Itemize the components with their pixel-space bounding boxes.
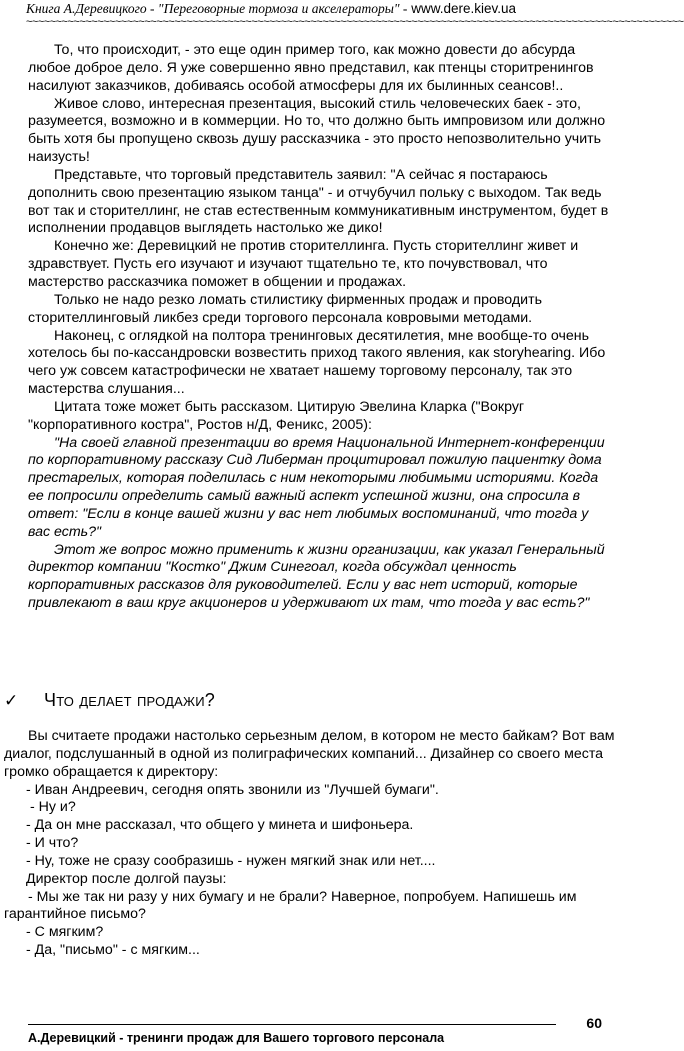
paragraph: Живое слово, интересная презентация, высокий стиль человеческих баек - это, разумеется, возможно и в коммерции. Но то, что должно быть импровизом или должно быть хотя бы пропущено сквозь душу рассказчика - это просто непозволительно учить наизусть! (28, 95, 606, 166)
dialogue-line: - С мягким? (26, 924, 104, 941)
dialogue-line: - И что? (26, 835, 79, 852)
dialogue-line: - Да, "письмо" - с мягким... (26, 942, 200, 959)
header-tilde-rule: ~~~~~~~~~~~~~~~~~~~~~~~~~~~~~~~~~~~~~~~~~~~~~~~~~~~~~~~~~~~~~~~~~~~~~~~~~~~~~~~~~~~~~~~~~~~~~~~~~~~~~~~~~~~~~~~ (26, 16, 684, 28)
paragraph: То, что происходит, - это еще один пример того, как можно довести до абсурда любое доброе дело. Я уже совершенно явно представил, как птенцы сторитренингов насилуют заказчиков, добиваясь особой атмосферы для их былинных сеансов!.. (28, 42, 594, 94)
quote-paragraph: "На своей главной презентации во время Национальной Интернет-конференции по корпоративному рассказу Сид Либерман процитировал пожилую пациентку дома престарелых, которая поделилась с ним некоторыми любимыми историями. Когда ее попросили определить самый важный аспект успешной жизни, она спросила в ответ: "Если в конце вашей жизни у вас нет любимых воспоминаний, что тогда у вас есть?" (28, 434, 605, 540)
narration-line: Директор после долгой паузы: (26, 870, 227, 887)
section-title: Что делает продажи? (44, 690, 215, 710)
paragraph: Только не надо резко ломать стилистику фирменных продаж и проводить сторителлинговый ликбез среди торгового персонала ковровыми методами. (28, 291, 542, 326)
section-intro: Вы считаете продажи настолько серьезным делом, в котором не место байкам? Вот вам диалог, подслушанный в одной из полиграфических компаний... Дизайнер со своего места громко обращается к директору: (4, 728, 615, 780)
section-heading (4, 688, 604, 712)
page-number: 60 (586, 1015, 602, 1031)
dialogue-line: - Иван Андреевич, сегодня опять звонили из "Лучшей бумаги". (26, 781, 439, 798)
paragraph: Конечно же: Деревицкий не против сторителлинга. Пусть сторителлинг живет и здравствует. Пусть его изучают и изучают тщательно те, кто почувствовал, что мастерство рассказчика поможет в общении и продажах. (28, 238, 579, 290)
article-body (28, 42, 614, 613)
section-body (4, 728, 616, 960)
page-header (26, 0, 606, 17)
dialogue-line: - Да он мне рассказал, что общего у минета и шифоньера. (26, 817, 414, 834)
book-title: Книга А.Деревицкого - "Переговорные тормоза и акселераторы" - (26, 1, 408, 16)
dialogue-line: - Ну, тоже не сразу сообразишь - нужен мягкий знак или нет.... (26, 852, 436, 869)
dialogue-line: - Ну и? (26, 799, 76, 816)
checkmark-icon: ✓ (4, 691, 19, 711)
footer-divider (28, 1024, 556, 1025)
dialogue-line: - Мы же так ни разу у них бумагу и не брали? Наверное, попробуем. Напишешь им гарантийное письмо? (4, 888, 577, 923)
site-link[interactable]: www.dere.kiev.ua (411, 1, 516, 16)
quote-paragraph: Этот же вопрос можно применить к жизни организации, как указал Генеральный директор компании "Костко" Джим Синегоал, когда обсуждал ценность корпоративных рассказов для руководителей. Если у вас нет историй, которые привлекают в ваш круг акционеров и удерживают их там, что тогда у вас есть?" (28, 541, 605, 612)
paragraph: Наконец, с оглядкой на полтора тренинговых десятилетия, мне вообще-то очень хотелось бы по-кассандровски возвестить приход такого явления, как storyhearing. Ибо чего уж совсем катастрофически не хватает нашему торговому персоналу, так это мастерства слушания... (28, 327, 606, 398)
paragraph: Представьте, что торговый представитель заявил: "А сейчас я постараюсь дополнить свою презентацию языком танца" - и отчубучил польку с выходом. Так ведь вот так и сторителлинг, не став естественным коммуникативным инструментом, будет в исполнении продавцов выглядеть настолько же дико! (28, 166, 609, 237)
paragraph: Цитата тоже может быть рассказом. Цитирую Эвелина Кларка ("Вокруг "корпоративного костра", Ростов н/Д, Феникс, 2005): (28, 398, 525, 433)
footer-caption: А.Деревицкий - тренинги продаж для Вашего торгового персонала (28, 1031, 445, 1045)
